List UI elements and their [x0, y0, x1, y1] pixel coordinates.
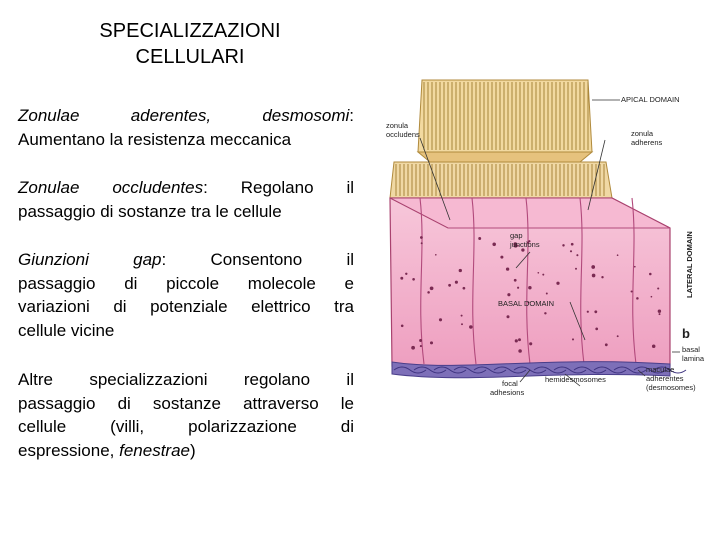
paragraph-3-line-3: variazioni di potenziale elettrico tra — [18, 297, 354, 316]
term-giunzioni-gap: Giunzioni gap — [18, 250, 162, 269]
paragraph-zonulae-occludentes: Zonulae occludentes: Regolano il passaggio di sostanze tra le cellule — [18, 176, 354, 223]
term-zonulae: Zonulae — [18, 106, 80, 125]
label-maculae-3: (desmosomes) — [646, 383, 696, 392]
paragraph-zonulae-aderentes: Zonulae aderentes, desmosomi: Aumentano la resistenza meccanica — [18, 104, 354, 151]
paragraph-giunzioni-gap: Giunzioni gap: Consentono il passaggio di piccole molecole e variazioni di potenziale elettrico tra cellule vicine — [18, 248, 354, 342]
cell-particle — [617, 254, 619, 256]
cell-particle — [587, 311, 589, 313]
cell-particle — [435, 254, 437, 256]
cell-particle — [556, 282, 559, 285]
cell-particle — [605, 343, 608, 346]
cell-particle — [439, 318, 442, 321]
cell-particle — [594, 310, 597, 313]
label-hemidesmosomes: hemidesmosomes — [545, 375, 606, 384]
cell-particle — [420, 236, 423, 239]
label-focal-adhesions-2: adhesions — [490, 388, 525, 397]
cell-particle — [400, 277, 403, 280]
cell-particle — [430, 341, 433, 344]
cell-particle — [419, 339, 422, 342]
epithelium-illustration — [380, 70, 710, 410]
paragraph-4-line-2: passaggio di sostanze attraverso le — [18, 393, 354, 413]
cell-particle — [562, 244, 564, 246]
cell-particle — [636, 297, 639, 300]
cell-particle — [401, 325, 404, 328]
cell-particle — [506, 315, 509, 318]
cell-particle — [427, 291, 430, 294]
cell-particle — [576, 254, 578, 256]
cell-particle — [571, 243, 574, 246]
cell-particle — [537, 272, 539, 274]
cell-particle — [405, 273, 407, 275]
term-desmosomi: desmosomi — [262, 106, 350, 125]
cell-particle — [469, 325, 472, 328]
cell-particle — [546, 293, 548, 295]
cell-particle — [421, 242, 423, 244]
cell-particle — [500, 256, 503, 259]
title-line-2: CELLULARI — [135, 46, 245, 68]
term-fenestrae: fenestrae — [119, 440, 191, 460]
label-gap-junctions-1: gap — [510, 231, 523, 240]
label-basal-domain: BASAL DOMAIN — [498, 299, 554, 308]
cell-particle — [544, 312, 546, 314]
label-lateral-domain: LATERAL DOMAIN — [685, 231, 694, 298]
cell-particle — [649, 273, 652, 276]
term-zonulae-occludentes: Zonulae occludentes — [18, 178, 204, 197]
label-maculae-2: adherentes — [646, 374, 684, 383]
cell-particle — [631, 290, 633, 292]
cell-particle — [420, 345, 422, 347]
paragraph-altre-specializzazioni: Altre specializzazioni regolano il passaggio di sostanze attraverso le cellule (villi, polarizzazione di espressione, fenestrae) — [18, 370, 354, 460]
label-basal-lamina-2: lamina — [682, 354, 705, 363]
label-zonula-occludens-1: zonula — [386, 121, 409, 130]
epithelium-diagram — [380, 70, 710, 410]
cell-particle — [517, 287, 519, 289]
cell-particle — [515, 339, 518, 342]
cell-particle — [528, 286, 531, 289]
cell-particle — [591, 265, 595, 269]
cell-particle — [601, 276, 603, 278]
cell-particle — [652, 344, 656, 348]
paragraph-3-line-4: cellule vicine — [18, 320, 115, 340]
cell-particle — [514, 279, 517, 282]
label-apical-domain: APICAL DOMAIN — [621, 95, 680, 104]
paragraph-4-line-3: cellule (villi, polarizzazione di — [18, 417, 354, 436]
paragraph-2-line-2: passaggio di sostanze tra le cellule — [18, 201, 282, 221]
cell-particle — [518, 349, 522, 353]
title-line-1: SPECIALIZZAZIONI — [99, 20, 281, 42]
cell-particle — [411, 346, 415, 350]
term-aderentes: aderentes, — [130, 106, 212, 125]
cell-particle — [617, 335, 619, 337]
paragraph-3-line-2: passaggio di piccole molecole e — [18, 273, 354, 293]
cell-particle — [463, 287, 466, 290]
cell-particle — [634, 266, 636, 268]
label-zonula-adherens-2: adherens — [631, 138, 663, 147]
cell-particle — [575, 268, 577, 270]
cell-particle — [478, 237, 481, 240]
cell-particle — [507, 293, 510, 296]
cell-particle — [657, 287, 659, 289]
cell-particle — [542, 274, 544, 276]
cell-particle — [459, 269, 462, 272]
cell-particle — [461, 323, 463, 325]
cell-particle — [448, 284, 451, 287]
cell-particle — [592, 274, 596, 278]
label-basal-lamina-1: basal — [682, 345, 700, 354]
cell-layer — [390, 198, 670, 366]
label-zonula-occludens-2: occludens — [386, 130, 420, 139]
label-gap-junctions-2: junctions — [510, 240, 540, 249]
cell-particle — [529, 342, 532, 345]
cell-particle — [461, 315, 463, 317]
label-maculae-1: maculae — [646, 365, 675, 374]
cell-particle — [518, 338, 521, 341]
cell-particle — [658, 309, 661, 312]
label-zonula-adherens-1: zonula — [631, 129, 654, 138]
cell-particle — [492, 243, 496, 247]
label-panel-b: b — [682, 326, 690, 341]
microvilli-lateral — [390, 162, 612, 198]
cell-particle — [651, 296, 653, 298]
label-focal-adhesions-1: focal — [502, 379, 518, 388]
slide-title — [40, 18, 340, 70]
cell-particle — [455, 281, 458, 284]
paragraph-4-line-1: Altre specializzazioni regolano il — [18, 370, 354, 389]
cell-particle — [430, 286, 434, 290]
cell-particle — [412, 278, 415, 281]
microvilli-apical — [418, 80, 592, 162]
cell-particle — [572, 338, 574, 340]
cell-particle — [506, 267, 509, 270]
paragraph-1-line-2: Aumentano la resistenza meccanica — [18, 129, 292, 149]
cell-particle — [595, 328, 598, 331]
cell-particle — [659, 313, 661, 315]
cell-particle — [570, 250, 572, 252]
